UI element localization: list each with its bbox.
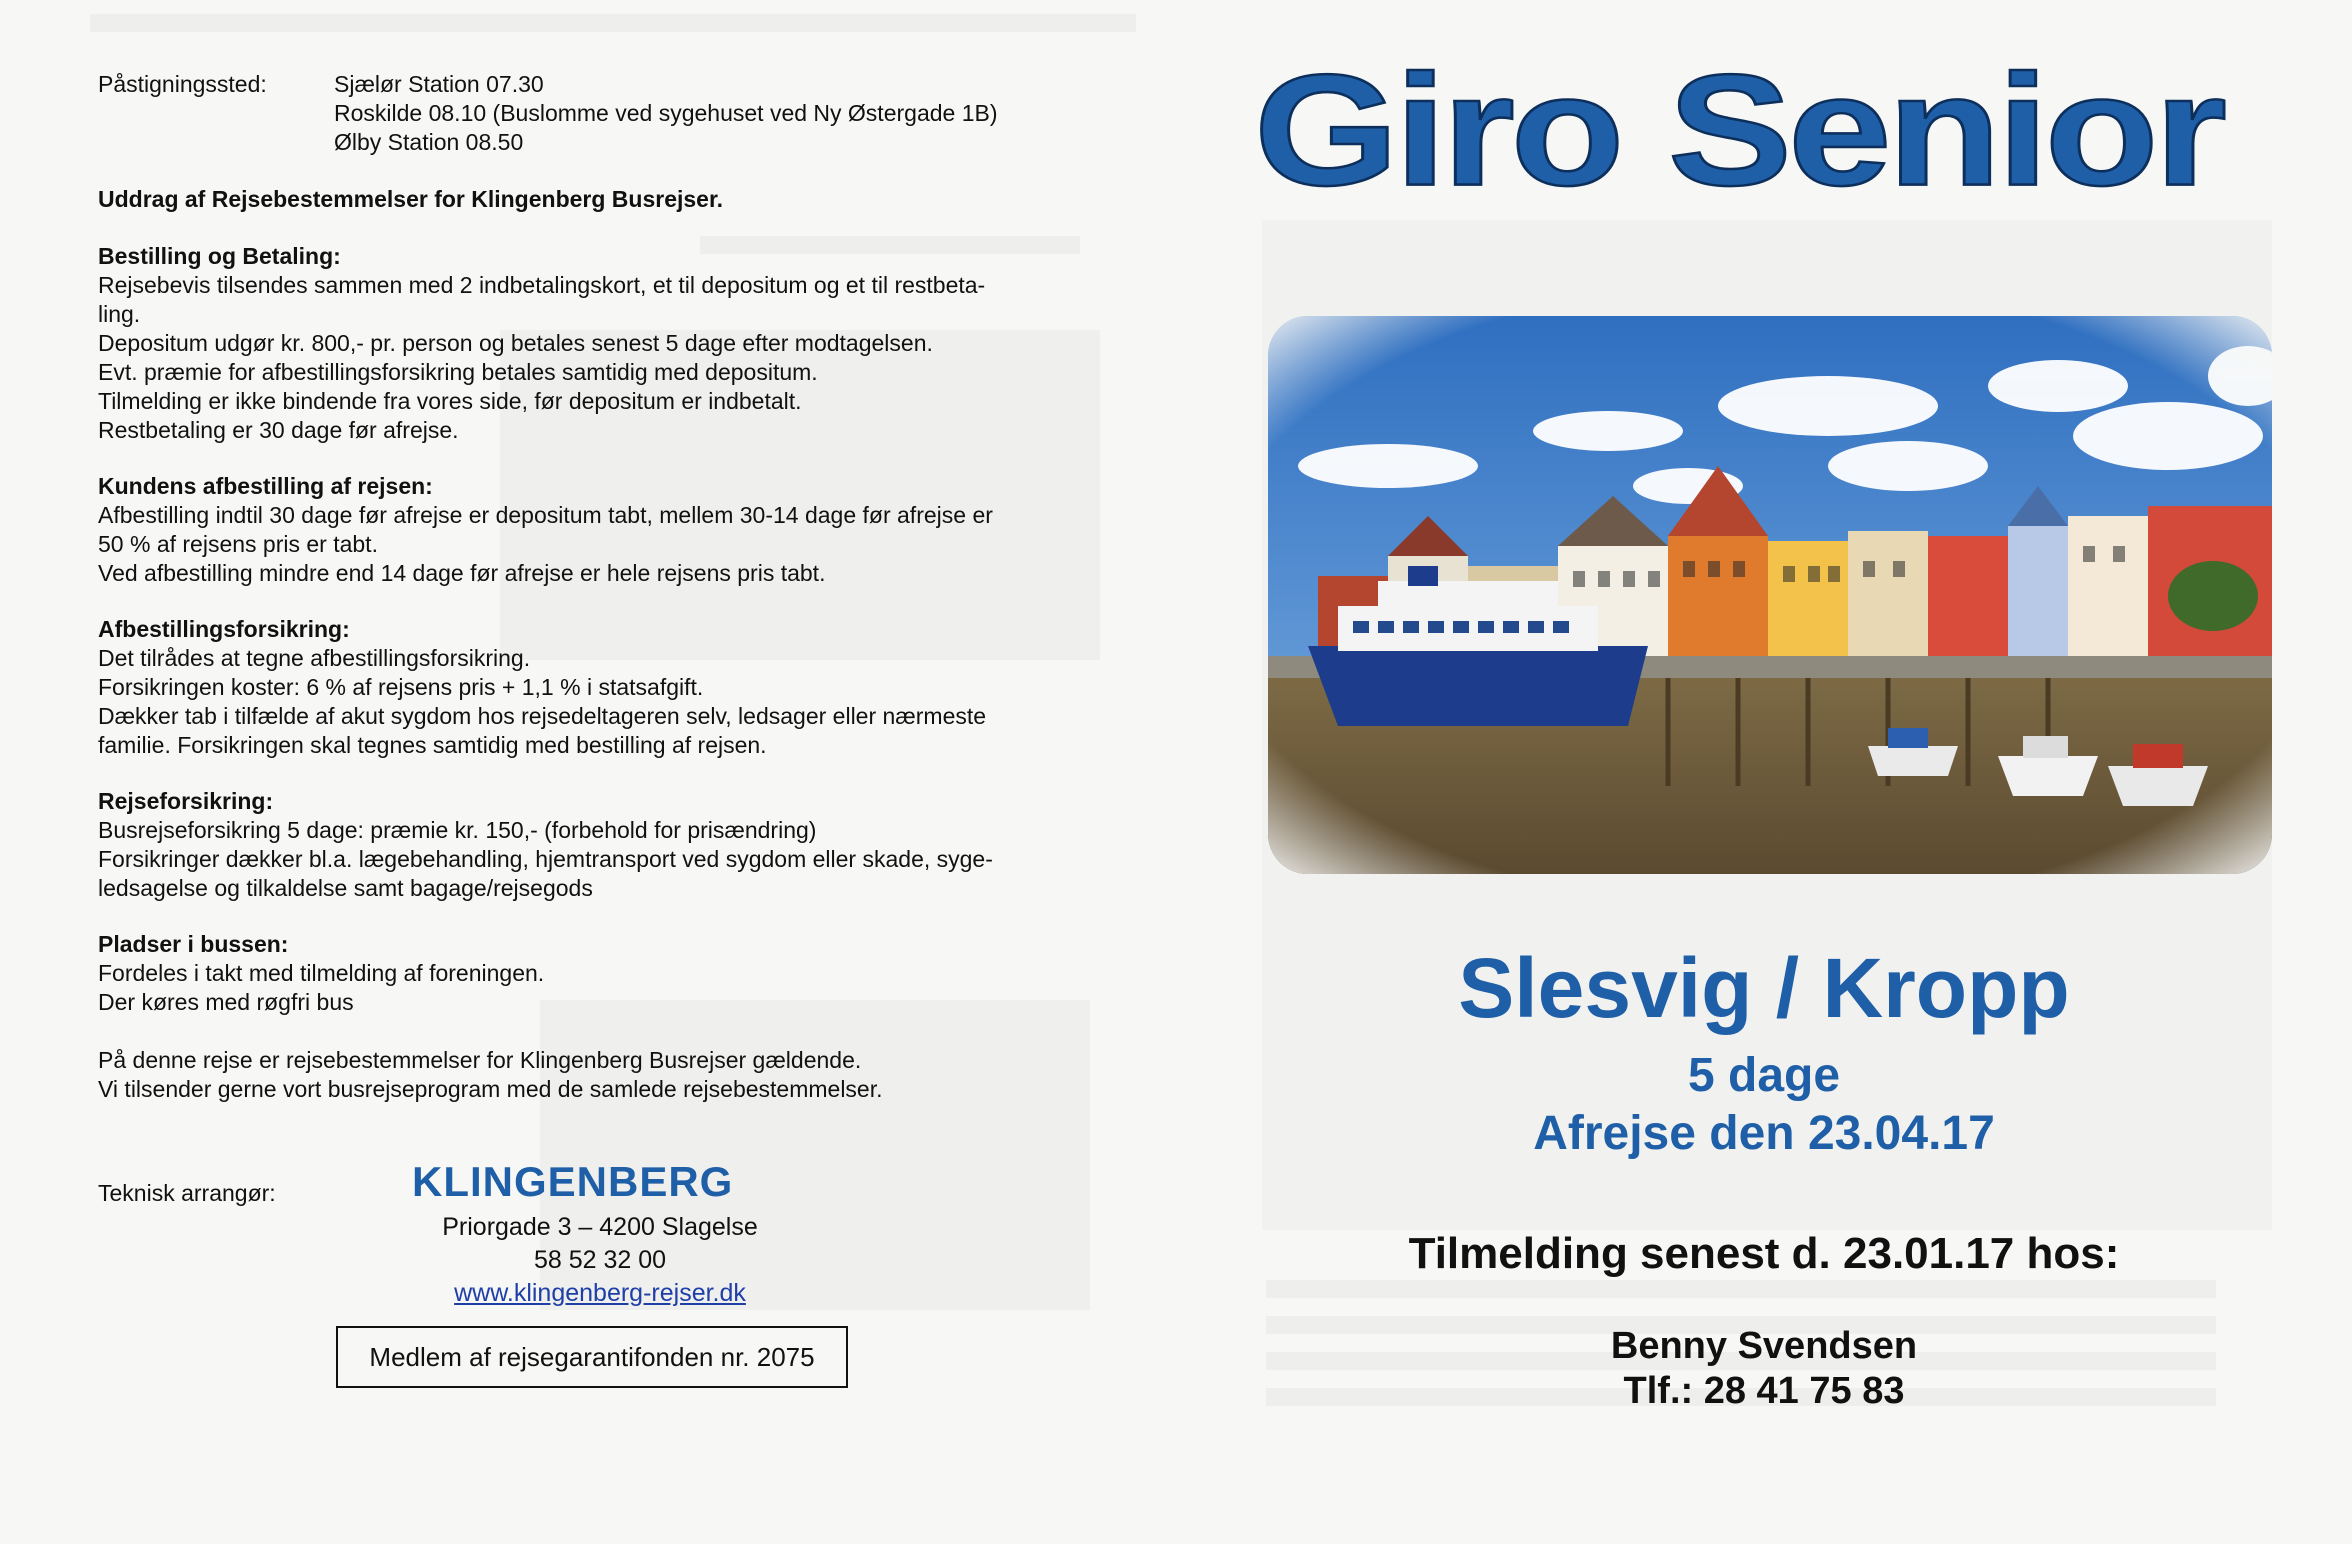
departure-text: Afrejse den 23.04.17 — [1533, 1107, 1995, 1160]
boarding-block — [98, 70, 1088, 157]
section-line: Afbestilling indtil 30 dage før afrejse er depositum tabt, mellem 30-14 dage før afrejse er — [98, 502, 993, 528]
section-heading: Kundens afbestilling af rejsen: — [98, 473, 433, 499]
section-line: Rejsebevis tilsendes sammen med 2 indbetalingskort, et til depositum og et til restbeta- — [98, 272, 986, 298]
section-line: Forsikringen koster: 6 % af rejsens pris + 1,1 % i statsafgift. — [98, 674, 704, 700]
organizer-phone: 58 52 32 00 — [533, 1246, 667, 1274]
section-line: Tilmelding er ikke bindende fra vores side, før depositum er indbetalt. — [98, 388, 802, 414]
section-heading: Rejseforsikring: — [98, 788, 274, 814]
brochure-title: Giro Senior — [1254, 42, 2223, 219]
section-heading: Pladser i bussen: — [98, 931, 289, 957]
bleed-through-line — [90, 14, 1136, 32]
section-line: ling. — [98, 301, 141, 327]
bleed-through-line — [1266, 1280, 2216, 1298]
section-heading: Bestilling og Betaling: — [98, 243, 341, 269]
boarding-stop: Sjælør Station 07.30 — [334, 71, 544, 97]
organizer-name: KLINGENBERG — [412, 1158, 734, 1205]
section-line: Busrejseforsikring 5 dage: præmie kr. 150,- (forbehold for prisændring) — [98, 817, 817, 843]
destination-title: Slesvig / Kropp — [1458, 941, 2070, 1035]
closing-note — [98, 1046, 1088, 1104]
section-line: Ved afbestilling mindre end 14 dage før afrejse er hele rejsens pris tabt. — [98, 560, 826, 586]
registration-deadline: Tilmelding senest d. 23.01.17 hos: — [1408, 1229, 2120, 1278]
section-line: Restbetaling er 30 dage før afrejse. — [98, 417, 459, 443]
contact-phone: Tlf.: 28 41 75 83 — [1623, 1370, 1905, 1412]
section-travel-insurance — [98, 787, 1088, 903]
closing-line: Vi tilsender gerne vort busrejseprogram med de samlede rejsebestemmelser. — [98, 1076, 883, 1102]
harbor-photo — [1268, 316, 2272, 874]
boarding-stop: Ølby Station 08.50 — [334, 129, 524, 155]
boarding-stop: Roskilde 08.10 (Buslomme ved sygehuset ved Ny Østergade 1B) — [334, 100, 998, 126]
terms-title — [98, 185, 1088, 214]
section-line: 50 % af rejsens pris er tabt. — [98, 531, 378, 557]
section-line: familie. Forsikringen skal tegnes samtidig med bestilling af rejsen. — [98, 732, 767, 758]
section-line: Forsikringer dækker bl.a. lægebehandling, hjemtransport ved sygdom eller skade, syge- — [98, 846, 993, 872]
section-line: Fordeles i takt med tilmelding af foreningen. — [98, 960, 545, 986]
membership-text: Medlem af rejsegarantifonden nr. 2075 — [369, 1341, 815, 1372]
section-cancellation-insurance — [98, 615, 1088, 760]
section-heading: Afbestillingsforsikring: — [98, 616, 350, 642]
section-line: Evt. præmie for afbestillingsforsikring betales samtidig med depositum. — [98, 359, 818, 385]
section-line: Depositum udgør kr. 800,- pr. person og betales senest 5 dage efter modtagelsen. — [98, 330, 933, 356]
section-booking — [98, 242, 1088, 445]
section-seats — [98, 930, 1088, 1017]
section-line: ledsagelse og tilkaldelse samt bagage/rejsegods — [98, 875, 593, 901]
section-line: Dækker tab i tilfælde af akut sygdom hos rejsedeltageren selv, ledsager eller nærmeste — [98, 703, 987, 729]
section-cancellation — [98, 472, 1088, 588]
membership-box — [336, 1326, 848, 1388]
section-line: Der køres med røgfri bus — [98, 989, 354, 1015]
organizer-label-text: Teknisk arrangør: — [98, 1180, 276, 1206]
contact-name: Benny Svendsen — [1610, 1325, 1918, 1367]
terms-heading: Uddrag af Rejsebestemmelser for Klingenberg Busrejser. — [98, 186, 724, 212]
closing-line: På denne rejse er rejsebestemmelser for Klingenberg Busrejser gældende. — [98, 1047, 862, 1073]
organizer-address: Priorgade 3 – 4200 Slagelse — [442, 1213, 758, 1241]
section-line: Det tilrådes at tegne afbestillingsforsikring. — [98, 645, 531, 671]
boarding-label: Påstigningssted: — [98, 71, 267, 97]
duration-text: 5 dage — [1687, 1049, 1841, 1102]
organizer-website-wrap — [330, 1279, 870, 1308]
organizer-website-link[interactable]: www.klingenberg-rejser.dk — [454, 1279, 746, 1307]
